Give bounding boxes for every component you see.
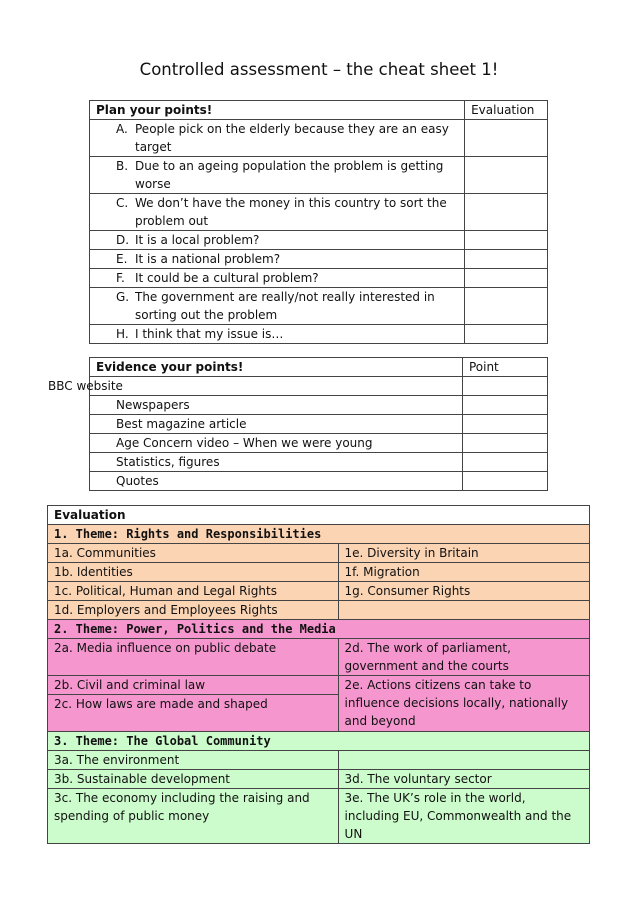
theme-item: 1f. Migration: [338, 563, 589, 582]
plan-item: C. We don’t have the money in this country to sort the problem out: [116, 196, 447, 228]
theme-item: 2b. Civil and criminal law: [48, 676, 339, 695]
point-cell: [462, 434, 547, 453]
theme-2-title: 2. Theme: Power, Politics and the Media: [48, 620, 590, 639]
point-cell: [462, 415, 547, 434]
evaluation-cell: [465, 250, 548, 269]
plan-side-header: Evaluation: [465, 101, 548, 120]
evidence-item: Best magazine article: [90, 415, 463, 434]
evidence-item-bbc: BBC website: [48, 379, 123, 393]
plan-item: H. I think that my issue is…: [116, 327, 284, 341]
theme-1-title: 1. Theme: Rights and Responsibilities: [48, 525, 590, 544]
point-cell: [462, 377, 547, 396]
evaluation-cell: [465, 269, 548, 288]
point-cell: [462, 472, 547, 491]
theme-item: 3e. The UK’s role in the world, including EU, Commonwealth and the UN: [338, 789, 589, 844]
evidence-item: Age Concern video – When we were young: [90, 434, 463, 453]
evaluation-cell: [465, 325, 548, 344]
evidence-header: Evidence your points!: [90, 358, 463, 377]
plan-item: E. It is a national problem?: [116, 252, 281, 266]
theme-item: 1b. Identities: [48, 563, 339, 582]
theme-item: 2d. The work of parliament, government and the courts: [338, 639, 589, 676]
theme-item: 1c. Political, Human and Legal Rights: [48, 582, 339, 601]
theme-item: 1a. Communities: [48, 544, 339, 563]
themes-table: [47, 505, 590, 844]
evidence-table: [89, 357, 548, 491]
theme-item: 3a. The environment: [48, 751, 339, 770]
themes-header: Evaluation: [48, 506, 590, 525]
evidence-item: Newspapers: [90, 396, 463, 415]
theme-item: 2a. Media influence on public debate: [48, 639, 339, 676]
plan-item: B. Due to an ageing population the problem is getting worse: [116, 159, 444, 191]
point-cell: [462, 396, 547, 415]
plan-table: [89, 100, 548, 344]
theme-item: 3c. The economy including the raising and spending of public money: [48, 789, 339, 844]
plan-item: F. It could be a cultural problem?: [116, 271, 319, 285]
plan-header: Plan your points!: [90, 101, 465, 120]
evaluation-cell: [465, 288, 548, 325]
plan-item: A. People pick on the elderly because they are an easy target: [116, 122, 449, 154]
evaluation-cell: [465, 194, 548, 231]
theme-item: 2c. How laws are made and shaped: [48, 695, 339, 732]
theme-item: [338, 751, 589, 770]
evidence-item: Statistics, figures: [90, 453, 463, 472]
theme-3-title: 3. Theme: The Global Community: [48, 732, 590, 751]
theme-item: 1g. Consumer Rights: [338, 582, 589, 601]
theme-item: 1e. Diversity in Britain: [338, 544, 589, 563]
plan-item: G. The government are really/not really interested in sorting out the problem: [116, 290, 435, 322]
page-title: Controlled assessment – the cheat sheet 1!: [139, 60, 499, 79]
evaluation-cell: [465, 120, 548, 157]
evaluation-cell: [465, 231, 548, 250]
theme-item: 1d. Employers and Employees Rights: [48, 601, 339, 620]
theme-item: 3d. The voluntary sector: [338, 770, 589, 789]
point-cell: [462, 453, 547, 472]
evaluation-cell: [465, 157, 548, 194]
evidence-item: Quotes: [90, 472, 463, 491]
plan-item: D. It is a local problem?: [116, 233, 260, 247]
theme-item: 2e. Actions citizens can take to influence decisions locally, nationally and beyond: [338, 676, 589, 732]
theme-item: 3b. Sustainable development: [48, 770, 339, 789]
evidence-side-header: Point: [462, 358, 547, 377]
theme-item: [338, 601, 589, 620]
